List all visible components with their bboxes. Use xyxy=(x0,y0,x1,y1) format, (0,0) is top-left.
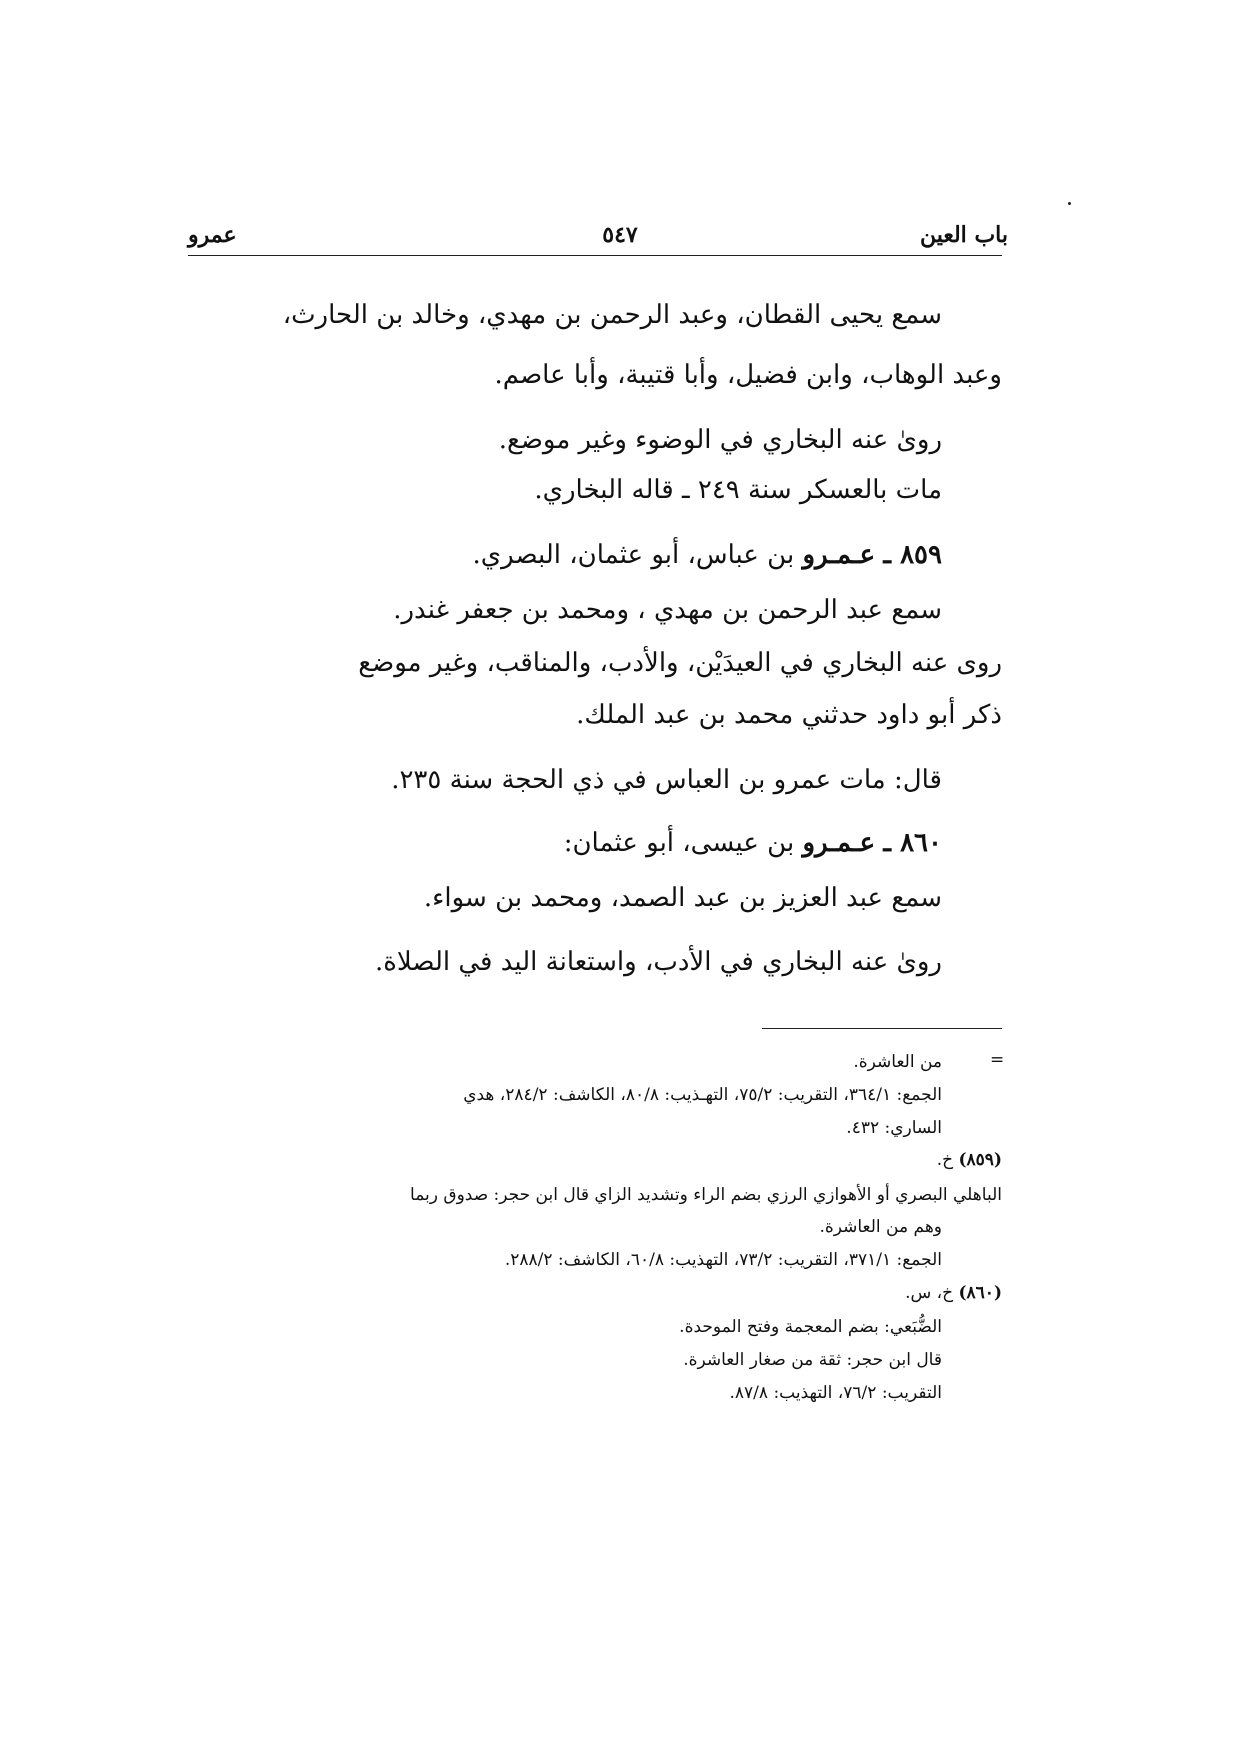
text-line: روى عنه البخاري في العيدَيْن، والأدب، والمناقب، وغير موضع xyxy=(358,648,1002,678)
footnote-sigla: خ، س. xyxy=(905,1283,954,1303)
text-line: سمع عبد الرحمن بن مهدي ، ومحمد بن جعفر غندر. xyxy=(393,595,942,625)
footnote-line: من العاشرة. xyxy=(853,1052,942,1072)
entry-number: ٨٦٠ ـ xyxy=(883,828,942,858)
entry-number: ٨٥٩ ـ xyxy=(883,540,942,570)
running-head-name: عمرو xyxy=(188,222,237,248)
footnote-line: الضُّبَعي: بضم المعجمة وفتح الموحدة. xyxy=(679,1317,942,1337)
text-line: قال: مات عمرو بن العباس في ذي الحجة سنة ٢٣٥. xyxy=(391,765,942,795)
entry-heading-859 xyxy=(473,540,942,571)
text-line: روىٰ عنه البخاري في الوضوء وغير موضع. xyxy=(498,425,942,455)
entry-name: عـمـرو xyxy=(802,828,876,858)
footnote-line: وهم من العاشرة. xyxy=(819,1217,942,1237)
footnote-line: الجمع: ٣٧١/١، التقريب: ٧٣/٢، التهذيب: ٦٠/٨، الكاشف: ٢٨٨/٢. xyxy=(504,1250,942,1270)
footnote-rule xyxy=(762,1028,1002,1029)
text-line: روىٰ عنه البخاري في الأدب، واستعانة اليد في الصلاة. xyxy=(375,947,942,977)
entry-heading-860 xyxy=(564,828,942,859)
footnote-line: التقريب: ٧٦/٢، التهذيب: ٨٧/٨. xyxy=(729,1383,942,1403)
text-line: سمع عبد العزيز بن عبد الصمد، ومحمد بن سواء. xyxy=(423,883,942,913)
footnote-line: الباهلي البصري أو الأهوازي الرزي بضم الراء وتشديد الزاي قال ابن حجر: صدوق ربما xyxy=(410,1185,1002,1205)
entry-description: بن عباس، أبو عثمان، البصري. xyxy=(472,540,795,570)
footnote-line: قال ابن حجر: ثقة من صغار العاشرة. xyxy=(683,1350,942,1370)
continuation-marker: = xyxy=(990,1050,1005,1070)
footnote-line: الجمع: ٣٦٤/١، التقريب: ٧٥/٢، التهـذيب: ٨٠/٨، الكاشف: ٢٨٤/٢، هدي xyxy=(463,1085,942,1105)
text-line: وعبد الوهاب، وابن فضيل، وأبا قتيبة، وأبا عاصم. xyxy=(494,360,1002,390)
text-line: مات بالعسكر سنة ٢٤٩ ـ قاله البخاري. xyxy=(534,475,942,505)
footnote-number: (٨٦٠) xyxy=(958,1283,1002,1303)
chapter-title: باب العين xyxy=(919,222,1008,248)
footnote-label-859 xyxy=(937,1150,1002,1170)
text-line: سمع يحيى القطان، وعبد الرحمن بن مهدي، وخالد بن الحارث، xyxy=(282,300,942,330)
footnote-line: الساري: ٤٣٢. xyxy=(846,1118,942,1138)
page-number: ٥٤٧ xyxy=(602,222,638,248)
entry-name: عـمـرو xyxy=(802,540,876,570)
text-line: ذكر أبو داود حدثني محمد بن عبد الملك. xyxy=(576,700,1002,730)
footnote-sigla: خ. xyxy=(936,1150,954,1170)
header-rule xyxy=(188,255,1002,256)
footnote-number: (٨٥٩) xyxy=(958,1150,1002,1170)
entry-description: بن عيسى، أبو عثمان: xyxy=(563,828,795,858)
print-speck xyxy=(1068,202,1071,205)
footnote-label-860 xyxy=(905,1283,1002,1303)
